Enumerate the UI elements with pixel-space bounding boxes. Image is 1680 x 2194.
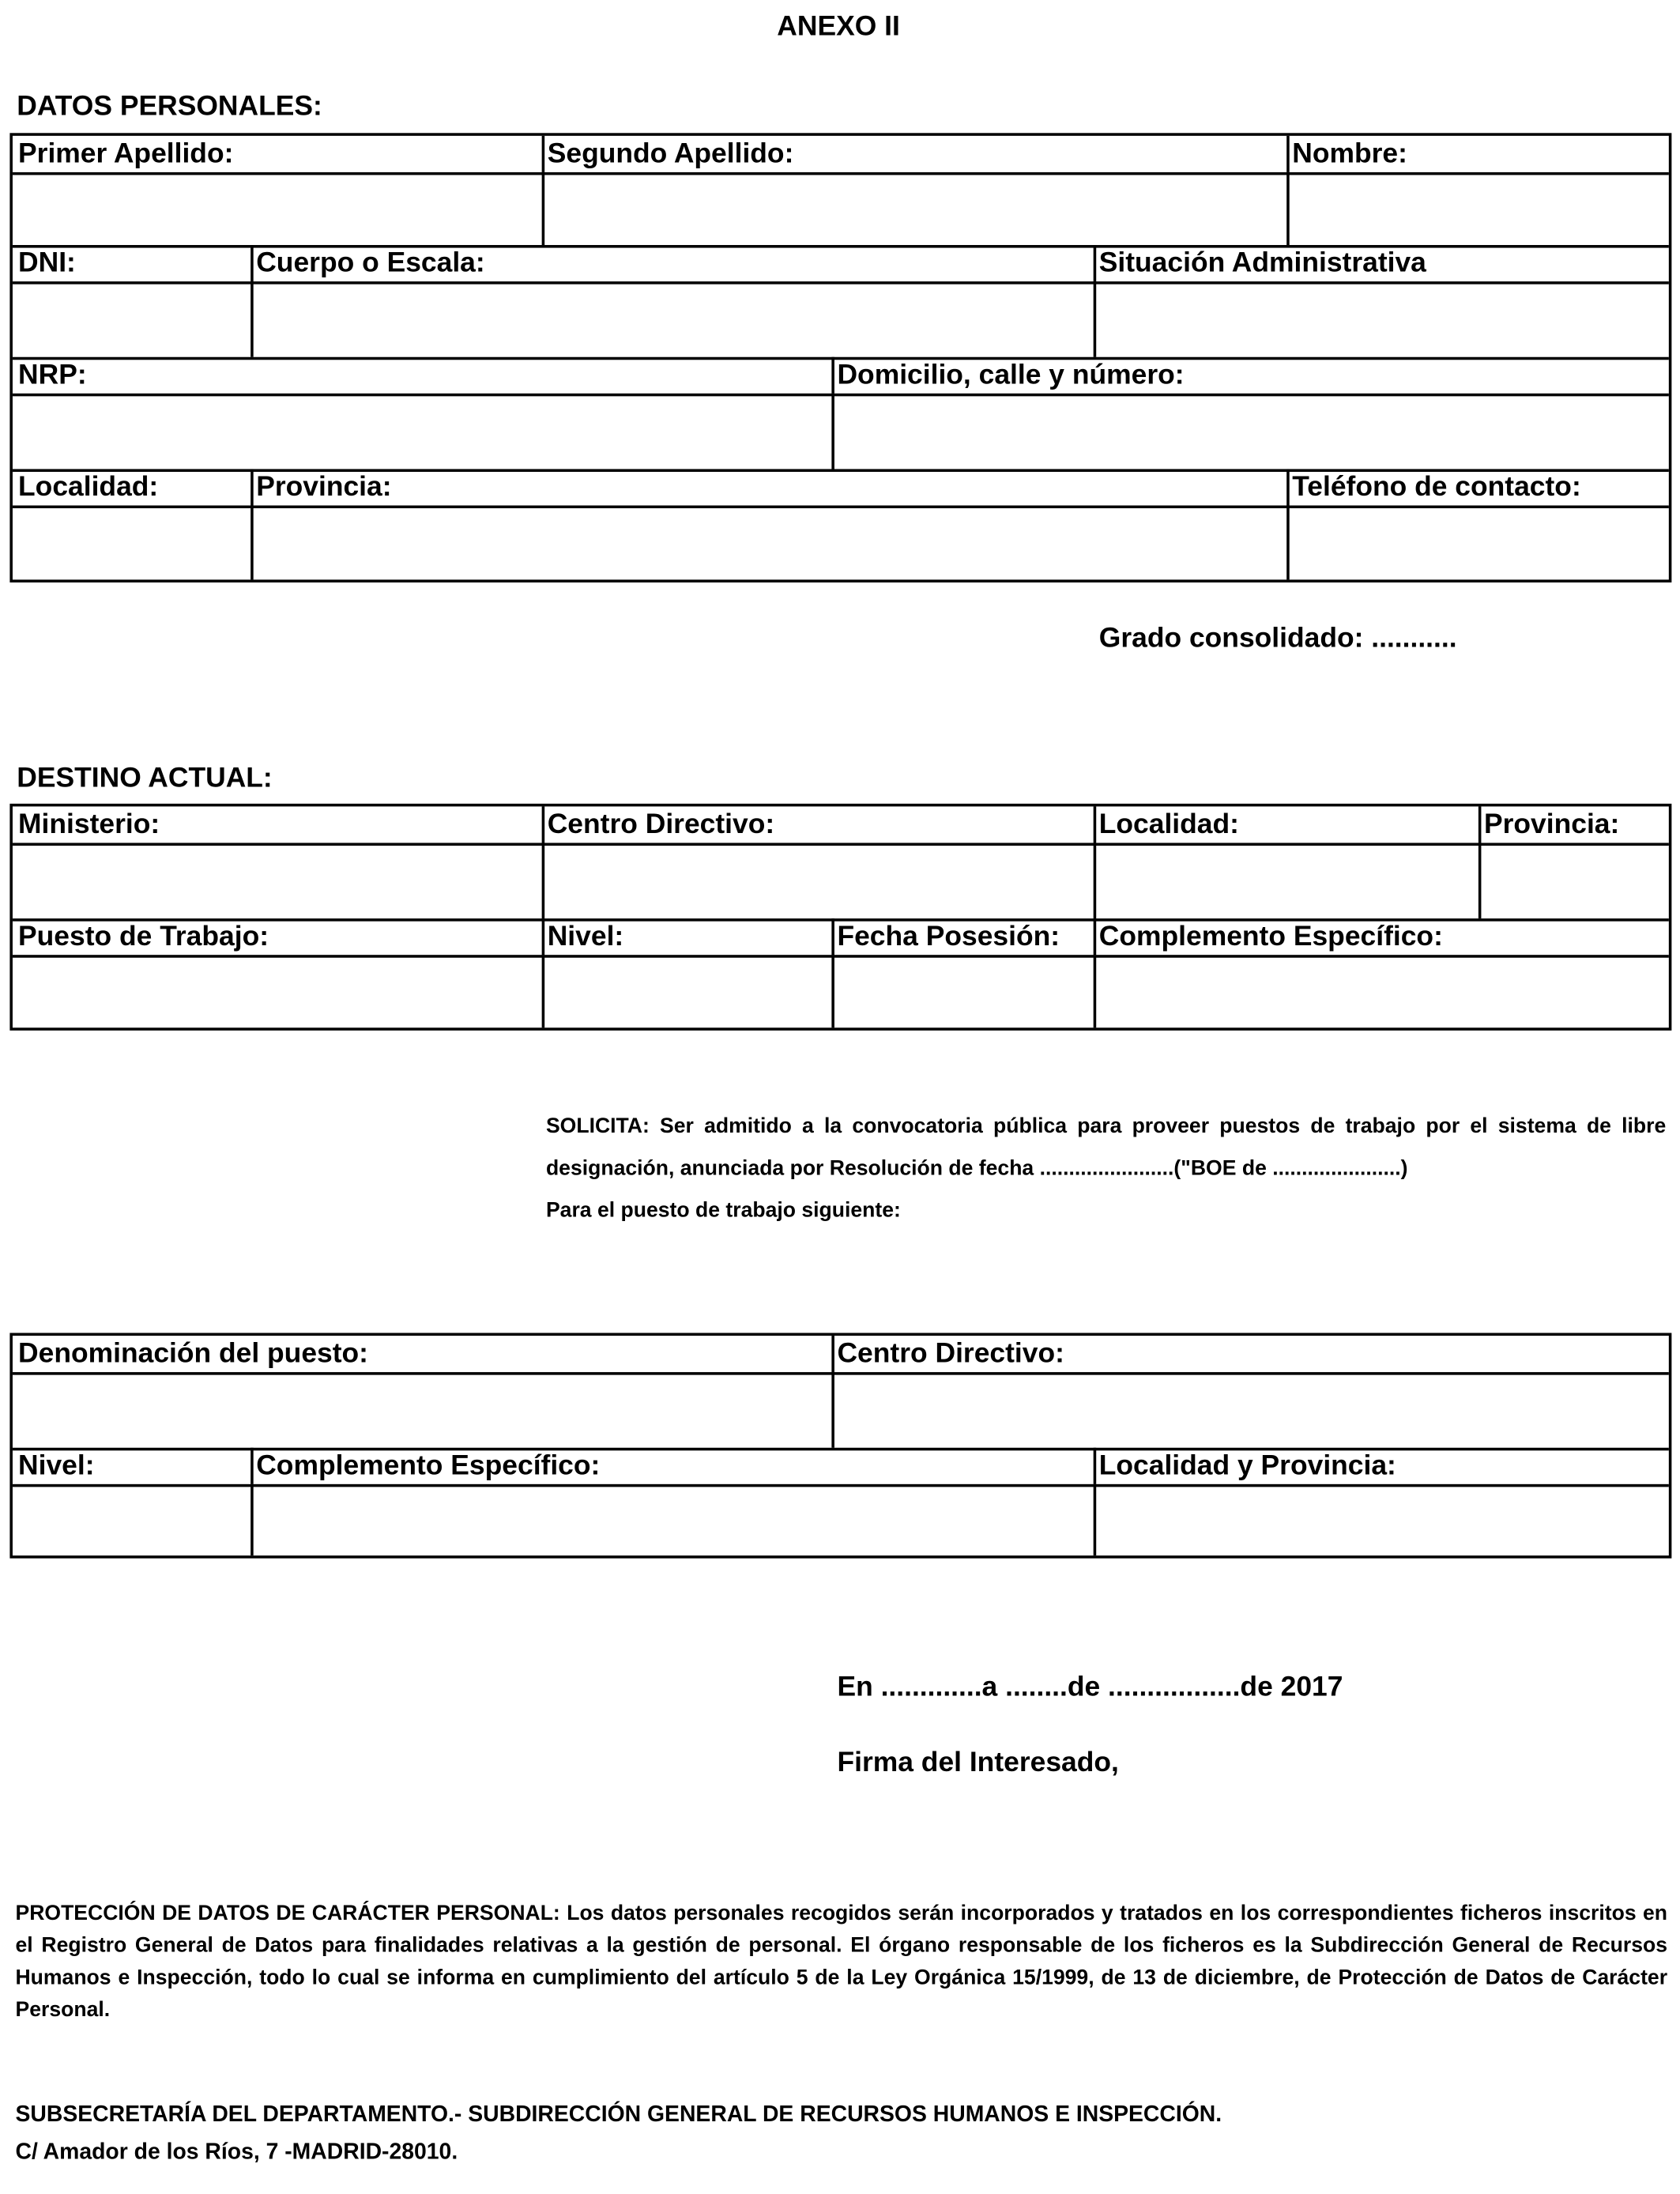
form-row [13,394,1669,472]
fecha-posesion-label: Fecha Posesión: [837,921,1060,952]
cell-denominacion [13,1336,834,1372]
denominacion-puesto-field[interactable] [13,1372,834,1448]
complemento-especifico-label: Complemento Específico: [1098,921,1443,952]
cell-nivel [542,918,834,955]
puesto-trabajo-field[interactable] [13,955,544,1027]
page-title: ANEXO II [777,11,900,43]
cell-puesto-trabajo [13,918,544,955]
datos-personales-heading: DATOS PERSONALES: [17,91,322,123]
form-row [13,172,1669,248]
nombre-label: Nombre: [1292,138,1407,170]
cell-centro-directivo [831,1336,1668,1372]
ministerio-label: Ministerio: [18,809,160,840]
solicita-line2: Para el puesto de trabajo siguiente: [545,1198,901,1223]
primer-apellido-label: Primer Apellido: [18,138,234,170]
cuerpo-escala-field[interactable] [250,281,1096,357]
localidad-field[interactable] [13,506,254,580]
telefono-label: Teléfono de contacto: [1292,472,1581,503]
telefono-field[interactable] [1286,506,1669,580]
destino-actual-heading: DESTINO ACTUAL: [17,763,273,794]
cuerpo-escala-label: Cuerpo o Escala: [256,247,485,279]
localidad-field[interactable] [1094,843,1482,918]
nrp-field[interactable] [13,394,834,469]
cell-ministerio [13,806,544,843]
nivel-field[interactable] [13,1484,254,1555]
situacion-administrativa-field[interactable] [1094,281,1669,357]
cell-situacion [1094,245,1669,281]
cell-provincia [1478,806,1669,843]
cell-provincia [250,469,1290,505]
provincia-label: Provincia: [256,472,392,503]
form-row [13,843,1669,921]
situacion-administrativa-label: Situación Administrativa [1098,247,1426,279]
cell-nivel [13,1448,254,1484]
primer-apellido-field[interactable] [13,172,544,245]
destino-actual-form [9,804,1671,1031]
firma-interesado: Firma del Interesado, [837,1747,1119,1778]
cell-nrp [13,357,834,394]
form-row [13,1484,1669,1555]
centro-directivo-label: Centro Directivo: [547,809,775,840]
nombre-field[interactable] [1286,172,1669,245]
nivel-label: Nivel: [547,921,624,952]
form-row [13,1372,1669,1450]
segundo-apellido-field[interactable] [542,172,1290,245]
complemento-especifico-field[interactable] [1094,955,1669,1027]
form-row [13,136,1669,175]
cell-nombre [1286,136,1669,172]
cell-centro-directivo [542,806,1097,843]
cell-complemento [250,1448,1096,1484]
localidad-provincia-field[interactable] [1094,1484,1669,1555]
form-row [13,955,1669,1027]
form-row [13,506,1669,580]
cell-fecha-posesion [831,918,1096,955]
segundo-apellido-label: Segundo Apellido: [547,138,794,170]
grado-consolidado: Grado consolidado: ........... [1098,623,1457,654]
provincia-field[interactable] [1478,843,1669,918]
cell-cuerpo [250,245,1096,281]
nivel-label: Nivel: [18,1450,95,1482]
cell-segundo-apellido [542,136,1290,172]
form-row [13,245,1669,285]
complemento-especifico-field[interactable] [250,1484,1096,1555]
solicita-text: SOLICITA: Ser admitido a la convocatoria pública para proveer puestos de trabajo por el sistema de libre designación, anunciada por Resolución de fecha .......................("BOE de ......................) [545,1114,1667,1181]
proteccion-datos-paragraph: PROTECCIÓN DE DATOS DE CARÁCTER PERSONAL: Los datos personales recogidos serán incorporados y tratados en los correspondientes ficheros inscritos en el Registro General de Datos para finalidades relativas a la gestión de personal. El órgano responsable de los ficheros es la Subdirección General de Recursos Humanos e Inspección, todo lo cual se informa en cumplimiento del artículo 5 de la Ley Orgánica 15/1999, de 13 de diciembre, de Protección de Datos de Carácter Personal. [15,1901,1668,2022]
complemento-especifico-label: Complemento Específico: [256,1450,601,1482]
puesto-trabajo-label: Puesto de Trabajo: [18,921,269,952]
dni-field[interactable] [13,281,254,357]
cell-dni [13,245,254,281]
localidad-label: Localidad: [1098,809,1239,840]
provincia-field[interactable] [250,506,1290,580]
datos-personales-form [9,133,1671,582]
cell-telefono [1286,469,1669,505]
cell-complemento [1094,918,1669,955]
dni-label: DNI: [18,247,76,279]
cell-primer-apellido [13,136,544,172]
puesto-solicitado-form [9,1333,1671,1559]
footer-line-2: C/ Amador de los Ríos, 7 -MADRID-28010. [15,2140,458,2165]
form-row [13,1448,1669,1487]
nrp-label: NRP: [18,360,87,391]
cell-localidad [1094,806,1482,843]
centro-directivo-field[interactable] [831,1372,1668,1448]
domicilio-label: Domicilio, calle y número: [837,360,1185,391]
domicilio-field[interactable] [831,394,1668,469]
cell-domicilio [831,357,1668,394]
form-row [13,918,1669,958]
centro-directivo-field[interactable] [542,843,1097,918]
form-row [13,281,1669,360]
fecha-linea: En .............a ........de .................de 2017 [837,1672,1343,1703]
nivel-field[interactable] [542,955,834,1027]
form-row [13,357,1669,397]
form-row [13,806,1669,846]
form-row [13,469,1669,508]
provincia-label: Provincia: [1483,809,1620,840]
solicita-paragraph [546,1106,1666,1232]
centro-directivo-label: Centro Directivo: [837,1338,1064,1370]
denominacion-puesto-label: Denominación del puesto: [18,1338,369,1370]
cell-localidad-provincia [1094,1448,1669,1484]
localidad-label: Localidad: [18,472,159,503]
cell-localidad [13,469,254,505]
ministerio-field[interactable] [13,843,544,918]
fecha-posesion-field[interactable] [831,955,1096,1027]
localidad-provincia-label: Localidad y Provincia: [1098,1450,1396,1482]
form-row [13,1336,1669,1375]
footer-line-1: SUBSECRETARÍA DEL DEPARTAMENTO.- SUBDIRECCIÓN GENERAL DE RECURSOS HUMANOS E INSPECCIÓN. [15,2102,1222,2127]
